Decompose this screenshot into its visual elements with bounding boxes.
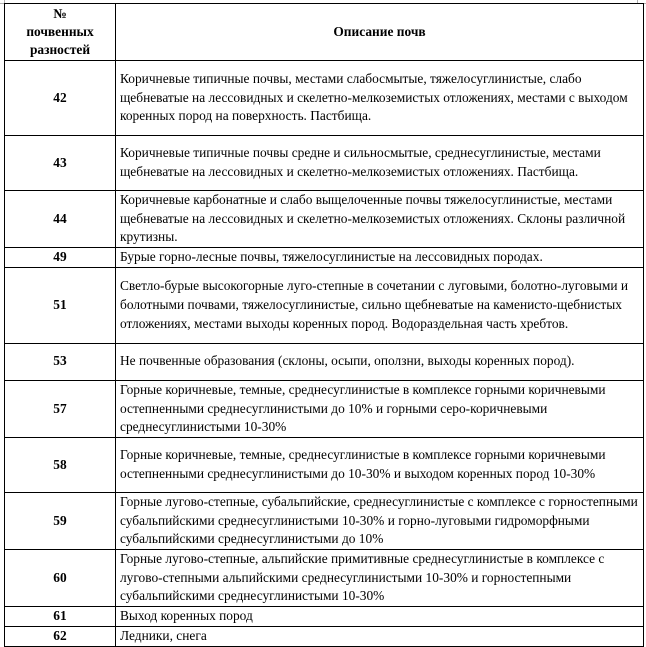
- soil-description: Горные лугово-степные, альпийские примитивные среднесуглинистые в комплексе с лугово-степными альпийскими среднесуглинистыми 10-30% и горностепными субальпийскими среднесуглинистыми 10-30%: [116, 550, 644, 607]
- soil-number: 42: [5, 61, 116, 136]
- soil-number: 53: [5, 343, 116, 380]
- soil-number: 44: [5, 191, 116, 248]
- soil-number: 61: [5, 607, 116, 627]
- soil-description-table: [4, 3, 644, 647]
- table-header-row: [5, 4, 644, 61]
- soil-number: 49: [5, 248, 116, 268]
- soil-description: Ледники, снега: [116, 626, 644, 646]
- header-number-line-1: №: [53, 5, 67, 21]
- table-row: [5, 550, 644, 607]
- table-row: [5, 437, 644, 492]
- header-number-line-2: почвенных: [26, 23, 94, 39]
- table-row: [5, 191, 644, 248]
- soil-description: Не почвенные образования (склоны, осыпи, оползни, выходы коренных пород).: [116, 343, 644, 380]
- table-row: [5, 492, 644, 549]
- table-row: [5, 607, 644, 627]
- soil-description: Горные лугово-степные, субальпийские, среднесуглинистые с комплексе с горностепными субальпийскими среднесуглинистыми 10-30% и горно-луговыми гидроморфными субальпийскими среднесуглинистыми до 10%: [116, 492, 644, 549]
- table-row: [5, 626, 644, 646]
- table-row: [5, 380, 644, 437]
- table-row: [5, 267, 644, 343]
- header-number-line-3: разностей: [29, 42, 91, 58]
- soil-description: Выход коренных пород: [116, 607, 644, 627]
- table-row: [5, 343, 644, 380]
- soil-description: Горные коричневые, темные, среднесуглинистые в комплексе горными коричневыми остепненными среднесуглинистыми до 10% и горными серо-коричневыми среднесуглинистыми 10-30%: [116, 380, 644, 437]
- soil-description: Коричневые типичные почвы, местами слабосмытые, тяжелосуглинистые, слабо щебневатые на лессовидных и скелетно-мелкоземистых отложениях, местами с выходом коренных пород на поверхность. Пастбища.: [116, 61, 644, 136]
- soil-number: 57: [5, 380, 116, 437]
- soil-number: 51: [5, 267, 116, 343]
- soil-number: 59: [5, 492, 116, 549]
- header-soil-number: [5, 4, 116, 61]
- table-row: [5, 61, 644, 136]
- soil-number: 58: [5, 437, 116, 492]
- soil-number: 43: [5, 136, 116, 191]
- header-soil-description: Описание почв: [116, 4, 644, 61]
- table-row: [5, 136, 644, 191]
- soil-number: 62: [5, 626, 116, 646]
- soil-description: Горные коричневые, темные, среднесуглинистые в комплексе горными коричневыми остепненными среднесуглинистыми до 10-30% и выходом коренных пород 10-30%: [116, 437, 644, 492]
- soil-description: Коричневые типичные почвы средне и сильносмытые, среднесуглинистые, местами щебневатые на лессовидных и скелетно-мелкоземистых отложениях. Пастбища.: [116, 136, 644, 191]
- soil-description: Коричневые карбонатные и слабо выщелоченные почвы тяжелосуглинистые, местами щебневатые на лессовидных и скелетно-мелкоземистых отложениях. Склоны различной крутизны.: [116, 191, 644, 248]
- soil-description: Светло-бурые высокогорные луго-степные в сочетании с луговыми, болотно-луговыми и болотными почвами, тяжелосуглинистые, сильно щебневатые на каменисто-щебнистых отложениях, местами выходы коренных пород. Водораздельная часть хребтов.: [116, 267, 644, 343]
- soil-number: 60: [5, 550, 116, 607]
- soil-description: Бурые горно-лесные почвы, тяжелосуглинистые на лессовидных породах.: [116, 248, 644, 268]
- table-row: [5, 248, 644, 268]
